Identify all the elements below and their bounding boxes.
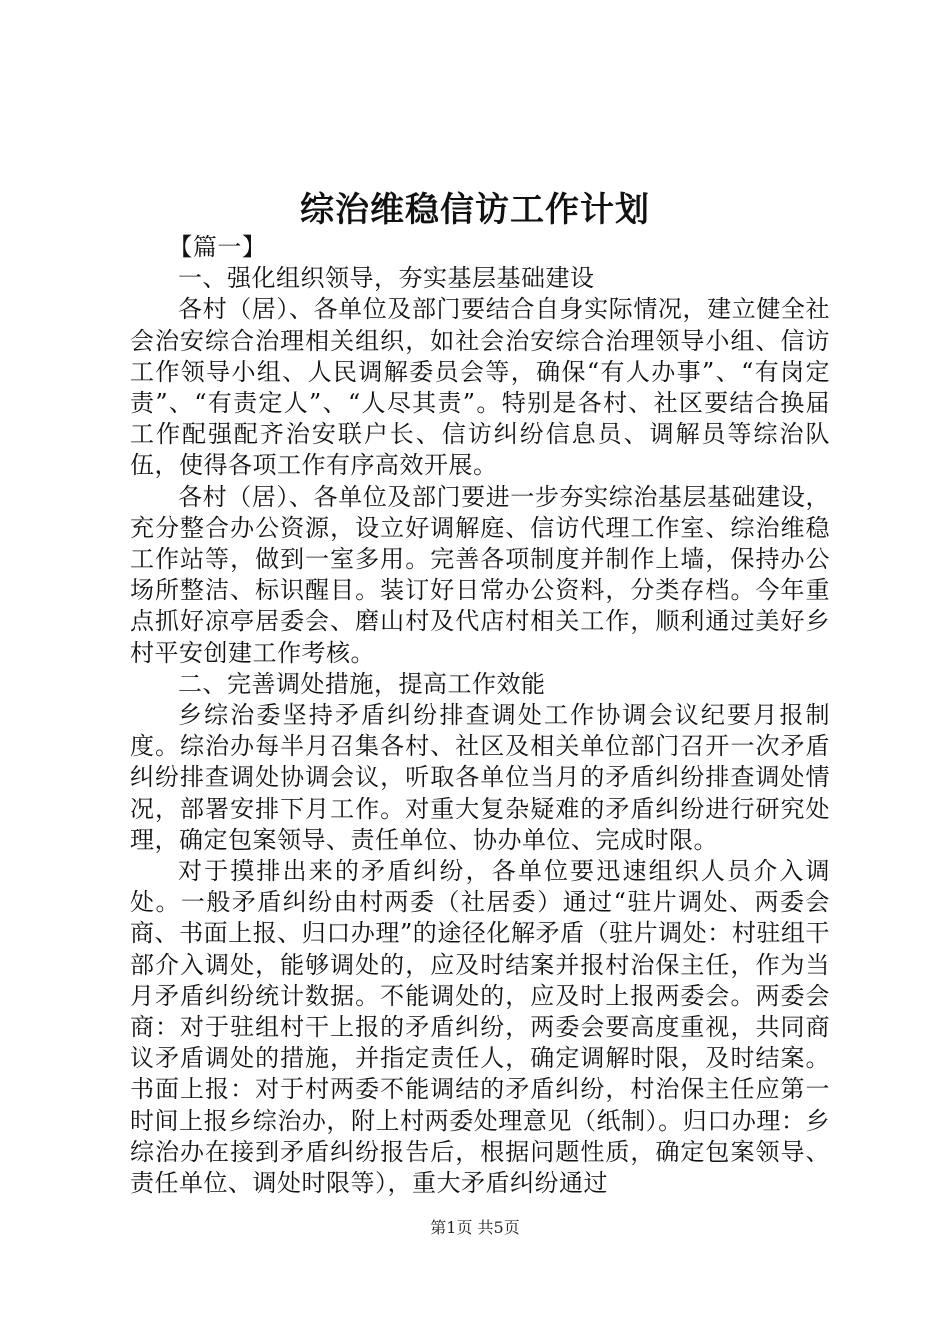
document-title: 综治维稳信访工作计划 xyxy=(300,190,650,230)
paragraph-3: 乡综治委坚持矛盾纠纷排查调处工作协调会议纪要月报制度。综治办每半月召集各村、社区及相关单位部门召开一次矛盾纠纷排查调处协调会议，听取各单位当月的矛盾纠纷排查调处情况，部署安排下月工作。对重大复杂疑难的矛盾纠纷进行研究处理，确定包案领导、责任单位、协办单位、完成时限。 xyxy=(130,701,830,854)
section-heading-1: 一、强化组织领导，夯实基层基础建设 xyxy=(178,264,595,293)
section-tag: 【篇一】 xyxy=(168,233,267,261)
paragraph-2: 各村（居）、各单位及部门要进一步夯实综治基层基础建设，充分整合办公资源，设立好调解庭、信访代理工作室、综治维稳工作站等，做到一室多用。完善各项制度并制作上墙，保持办公场所整洁、标识醒目。装订好日常办公资料，分类存档。今年重点抓好凉亭居委会、磨山村及代店村相关工作，顺利通过美好乡村平安创建工作考核。 xyxy=(130,482,830,667)
page-number-footer: 第1页 共5页 xyxy=(430,1218,520,1237)
paragraph-4: 对于摸排出来的矛盾纠纷，各单位要迅速组织人员介入调处。一般矛盾纠纷由村两委（社居委）通过“驻片调处、两委会商、书面上报、归口办理”的途径化解矛盾（驻片调处：村驻组干部介入调处，能够调处的，应及时结案并报村治保主任，作为当月矛盾纠纷统计数据。不能调处的，应及时上报两委会。两委会商：对于驻组村干上报的矛盾纠纷，两委会要高度重视，共同商议矛盾调处的措施，并指定责任人，确定调解时限，及时结案。书面上报：对于村两委不能调结的矛盾纠纷，村治保主任应第一时间上报乡综治办，附上村两委处理意见（纸制）。归口办理：乡综治办在接到矛盾纠纷报告后，根据问题性质，确定包案领导、责任单位、调处时限等），重大矛盾纠纷通过 xyxy=(130,857,830,1198)
paragraph-1: 各村（居）、各单位及部门要结合自身实际情况，建立健全社会治安综合治理相关组织，如社会治安综合治理领导小组、信访工作领导小组、人民调解委员会等，确保“有人办事”、“有岗定责”、“有责定人”、“人尽其责”。特别是各村、社区要结合换届工作配强配齐治安联户长、信访纠纷信息员、调解员等综治队伍，使得各项工作有序高效开展。 xyxy=(130,295,830,480)
section-heading-2: 二、完善调处措施，提高工作效能 xyxy=(178,669,546,698)
document-body xyxy=(130,232,830,1199)
